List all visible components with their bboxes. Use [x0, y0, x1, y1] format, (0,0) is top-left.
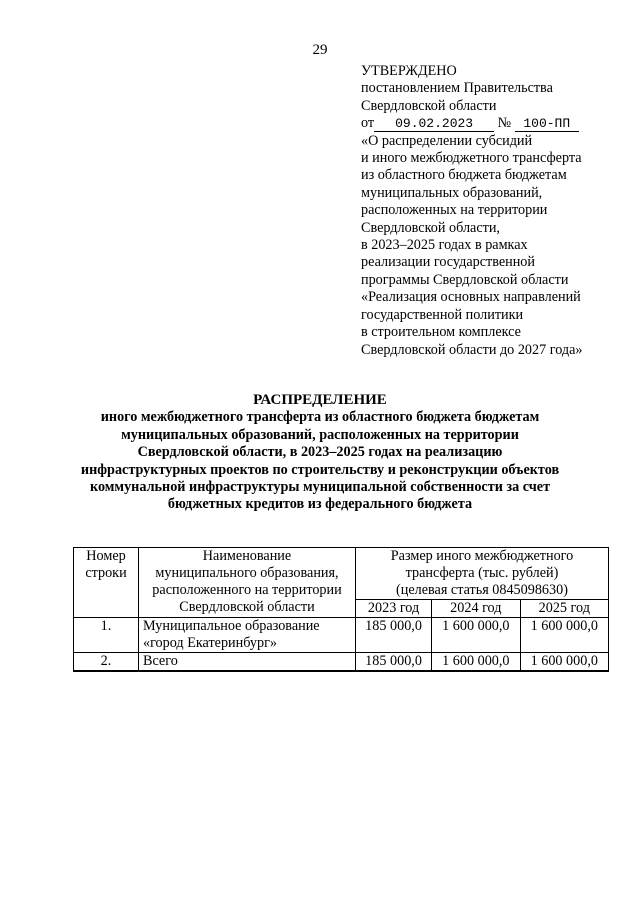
resolution-line: «Реализация основных направлений: [361, 289, 581, 306]
resolution-line: программы Свердловской области: [361, 271, 569, 288]
value-2025: 1 600 000,0: [520, 653, 608, 672]
title-line: Свердловской области, в 2023–2025 годах на реализацию: [137, 444, 503, 461]
header-line: Размер иного межбюджетного: [390, 548, 574, 564]
approval-line: постановлением Правительства: [361, 80, 553, 97]
row-municipality: [139, 653, 356, 672]
value-2025: 1 600 000,0: [520, 618, 608, 653]
row-number: 1.: [74, 618, 139, 653]
distribution-table: [73, 547, 609, 672]
resolution-line: Свердловской области до 2027 года»: [361, 341, 583, 358]
approval-heading: УТВЕРЖДЕНО: [361, 63, 457, 79]
row-municipality: [139, 618, 356, 653]
resolution-line: реализации государственной: [361, 254, 535, 271]
header-amount: [356, 548, 609, 600]
resolution-line: в 2023–2025 годах в рамках: [361, 237, 528, 254]
header-line: Наименование: [202, 548, 292, 564]
header-line: Свердловской области: [179, 599, 315, 615]
row-number: 2.: [74, 653, 139, 672]
header-row-number: Номер строки: [74, 548, 139, 618]
page-number: 29: [312, 42, 328, 58]
header-municipality: [139, 548, 356, 618]
title-line: иного межбюджетного трансферта из областного бюджета бюджетам: [100, 409, 540, 426]
title-line: инфраструктурных проектов по строительству и реконструкции объектов: [80, 461, 560, 478]
resolution-line: муниципальных образований,: [361, 184, 543, 201]
header-year-2025: 2025 год: [520, 600, 608, 618]
table-row-total: [74, 653, 609, 672]
resolution-line: Свердловской области,: [361, 219, 500, 236]
resolution-line: государственной политики: [361, 306, 524, 323]
title-line: коммунальной инфраструктуры муниципальной собственности за счет: [89, 479, 551, 496]
header-line: (целевая статья 0845098630): [396, 582, 568, 598]
document-title: [40, 392, 600, 514]
header-year-2023: 2023 год: [356, 600, 432, 618]
value-2023: 185 000,0: [356, 618, 432, 653]
approval-number: 100-ПП: [515, 117, 579, 132]
approval-date-line: [361, 115, 621, 132]
date-prefix: от: [361, 115, 375, 132]
resolution-line: расположенных на территории: [361, 202, 548, 219]
name-line: «город Екатеринбург»: [143, 635, 278, 651]
header-line: трансферта (тыс. рублей): [405, 565, 559, 581]
header-line: расположенного на территории: [152, 582, 342, 598]
table-header-row: [74, 548, 609, 600]
title-line: муниципальных образований, расположенных на территории: [121, 426, 519, 443]
approval-line: Свердловской области: [361, 97, 497, 114]
resolution-line: и иного межбюджетного трансферта: [361, 150, 582, 167]
value-2024: 1 600 000,0: [432, 653, 520, 672]
approval-block: [361, 63, 621, 359]
table-row: [74, 618, 609, 653]
resolution-line: в строительном комплексе: [361, 324, 521, 341]
number-prefix: №: [497, 115, 512, 132]
resolution-line: из областного бюджета бюджетам: [361, 167, 567, 184]
resolution-line: «О распределении субсидий: [361, 132, 533, 149]
name-line: Всего: [143, 653, 178, 669]
title-heading: РАСПРЕДЕЛЕНИЕ: [253, 392, 387, 408]
value-2023: 185 000,0: [356, 653, 432, 672]
header-line: муниципального образования,: [155, 565, 339, 581]
value-2024: 1 600 000,0: [432, 618, 520, 653]
title-line: бюджетных кредитов из федерального бюджета: [167, 496, 473, 513]
approval-date: 09.02.2023: [374, 117, 494, 132]
header-year-2024: 2024 год: [432, 600, 520, 618]
name-line: Муниципальное образование: [143, 618, 320, 634]
